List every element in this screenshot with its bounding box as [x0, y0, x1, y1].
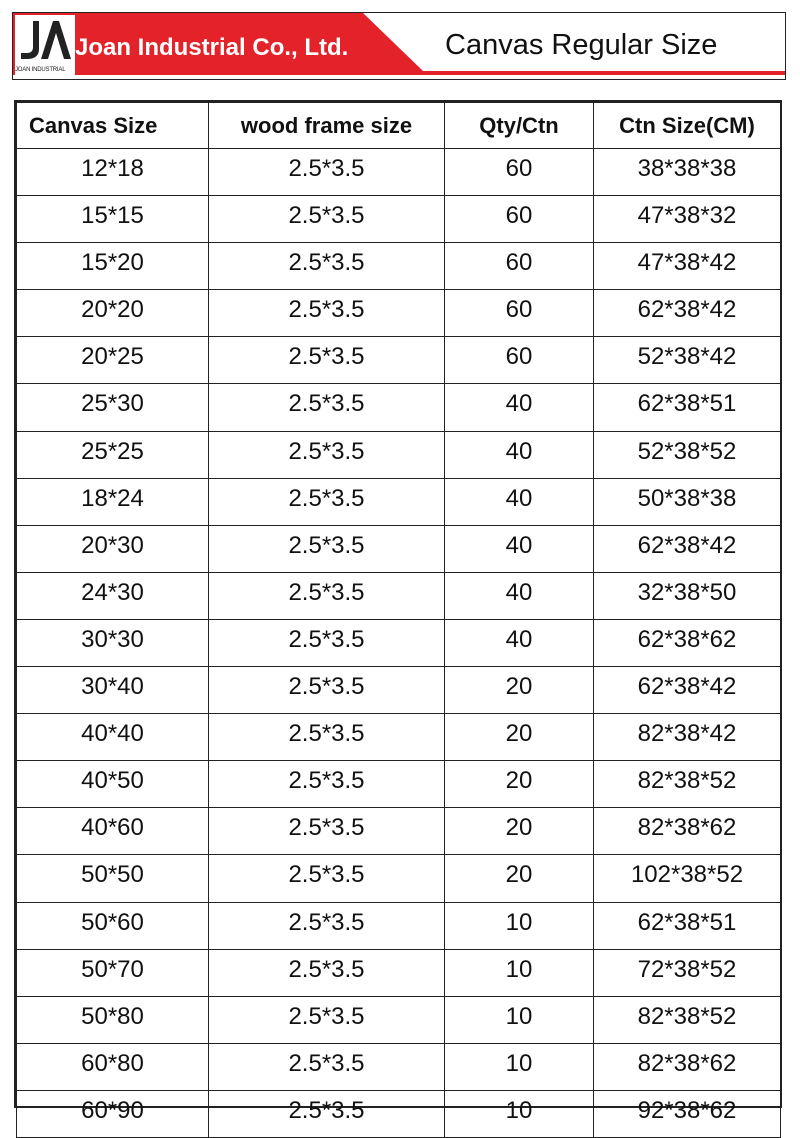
cell-canvas-size: 20*30	[17, 525, 209, 572]
brand-underline	[13, 71, 785, 75]
cell-wood-frame-size: 2.5*3.5	[209, 619, 445, 666]
cell-canvas-size: 50*50	[17, 855, 209, 902]
cell-canvas-size: 50*70	[17, 949, 209, 996]
cell-qty-ctn: 10	[445, 949, 594, 996]
column-header-ctn-size: Ctn Size(CM)	[594, 103, 781, 149]
table-row	[17, 196, 781, 243]
cell-ctn-size: 38*38*38	[594, 149, 781, 196]
column-header-canvas-size: Canvas Size	[17, 103, 209, 149]
cell-canvas-size: 18*24	[17, 478, 209, 525]
cell-canvas-size: 50*60	[17, 902, 209, 949]
cell-wood-frame-size: 2.5*3.5	[209, 667, 445, 714]
cell-ctn-size: 102*38*52	[594, 855, 781, 902]
table-row	[17, 808, 781, 855]
table-row	[17, 1090, 781, 1137]
cell-wood-frame-size: 2.5*3.5	[209, 714, 445, 761]
cell-ctn-size: 92*38*62	[594, 1090, 781, 1137]
table-row	[17, 619, 781, 666]
cell-wood-frame-size: 2.5*3.5	[209, 996, 445, 1043]
cell-wood-frame-size: 2.5*3.5	[209, 761, 445, 808]
cell-qty-ctn: 60	[445, 243, 594, 290]
logo-mark-icon	[19, 19, 71, 61]
cell-qty-ctn: 10	[445, 1090, 594, 1137]
table-row	[17, 714, 781, 761]
cell-canvas-size: 12*18	[17, 149, 209, 196]
cell-qty-ctn: 60	[445, 337, 594, 384]
company-logo	[15, 15, 75, 79]
cell-wood-frame-size: 2.5*3.5	[209, 478, 445, 525]
page-title: Canvas Regular Size	[445, 29, 718, 61]
cell-qty-ctn: 40	[445, 572, 594, 619]
cell-qty-ctn: 20	[445, 761, 594, 808]
cell-canvas-size: 20*20	[17, 290, 209, 337]
cell-ctn-size: 62*38*51	[594, 384, 781, 431]
cell-canvas-size: 60*90	[17, 1090, 209, 1137]
cell-canvas-size: 25*30	[17, 384, 209, 431]
cell-qty-ctn: 20	[445, 855, 594, 902]
cell-ctn-size: 82*38*52	[594, 996, 781, 1043]
cell-wood-frame-size: 2.5*3.5	[209, 525, 445, 572]
cell-canvas-size: 24*30	[17, 572, 209, 619]
table-row	[17, 949, 781, 996]
cell-canvas-size: 40*60	[17, 808, 209, 855]
cell-qty-ctn: 40	[445, 478, 594, 525]
cell-qty-ctn: 60	[445, 196, 594, 243]
cell-wood-frame-size: 2.5*3.5	[209, 808, 445, 855]
cell-ctn-size: 52*38*52	[594, 431, 781, 478]
cell-ctn-size: 32*38*50	[594, 572, 781, 619]
cell-ctn-size: 82*38*42	[594, 714, 781, 761]
table-row	[17, 761, 781, 808]
table-row	[17, 290, 781, 337]
cell-wood-frame-size: 2.5*3.5	[209, 855, 445, 902]
logo-text: JOAN INDUSTRIAL	[15, 67, 66, 73]
cell-canvas-size: 20*25	[17, 337, 209, 384]
cell-ctn-size: 72*38*52	[594, 949, 781, 996]
table-row	[17, 996, 781, 1043]
column-header-wood-frame-size: wood frame size	[209, 103, 445, 149]
cell-ctn-size: 82*38*52	[594, 761, 781, 808]
table-row	[17, 149, 781, 196]
cell-canvas-size: 15*20	[17, 243, 209, 290]
cell-wood-frame-size: 2.5*3.5	[209, 243, 445, 290]
cell-canvas-size: 25*25	[17, 431, 209, 478]
canvas-size-table	[16, 102, 781, 1138]
cell-ctn-size: 62*38*42	[594, 525, 781, 572]
cell-qty-ctn: 20	[445, 714, 594, 761]
cell-wood-frame-size: 2.5*3.5	[209, 1043, 445, 1090]
cell-qty-ctn: 20	[445, 808, 594, 855]
cell-ctn-size: 47*38*42	[594, 243, 781, 290]
cell-canvas-size: 15*15	[17, 196, 209, 243]
cell-ctn-size: 82*38*62	[594, 808, 781, 855]
cell-wood-frame-size: 2.5*3.5	[209, 572, 445, 619]
table-row	[17, 525, 781, 572]
company-name: Joan Industrial Co., Ltd.	[75, 34, 349, 61]
cell-qty-ctn: 40	[445, 619, 594, 666]
cell-canvas-size: 50*80	[17, 996, 209, 1043]
cell-ctn-size: 62*38*42	[594, 290, 781, 337]
table-row	[17, 384, 781, 431]
column-header-qty-ctn: Qty/Ctn	[445, 103, 594, 149]
cell-ctn-size: 47*38*32	[594, 196, 781, 243]
table-header-row	[17, 103, 781, 149]
cell-wood-frame-size: 2.5*3.5	[209, 1090, 445, 1137]
table-row	[17, 478, 781, 525]
cell-canvas-size: 40*50	[17, 761, 209, 808]
cell-ctn-size: 62*38*42	[594, 667, 781, 714]
cell-ctn-size: 52*38*42	[594, 337, 781, 384]
cell-qty-ctn: 20	[445, 667, 594, 714]
cell-ctn-size: 82*38*62	[594, 1043, 781, 1090]
cell-qty-ctn: 10	[445, 1043, 594, 1090]
cell-wood-frame-size: 2.5*3.5	[209, 431, 445, 478]
cell-ctn-size: 50*38*38	[594, 478, 781, 525]
table-row	[17, 431, 781, 478]
table-row	[17, 667, 781, 714]
cell-qty-ctn: 40	[445, 431, 594, 478]
cell-canvas-size: 30*40	[17, 667, 209, 714]
cell-wood-frame-size: 2.5*3.5	[209, 196, 445, 243]
cell-wood-frame-size: 2.5*3.5	[209, 384, 445, 431]
cell-canvas-size: 30*30	[17, 619, 209, 666]
size-table-container	[14, 100, 782, 1124]
cell-wood-frame-size: 2.5*3.5	[209, 290, 445, 337]
cell-qty-ctn: 10	[445, 902, 594, 949]
table-row	[17, 243, 781, 290]
table-row	[17, 337, 781, 384]
cell-qty-ctn: 60	[445, 290, 594, 337]
cell-qty-ctn: 40	[445, 525, 594, 572]
cell-wood-frame-size: 2.5*3.5	[209, 149, 445, 196]
cell-qty-ctn: 60	[445, 149, 594, 196]
cell-wood-frame-size: 2.5*3.5	[209, 902, 445, 949]
cell-wood-frame-size: 2.5*3.5	[209, 337, 445, 384]
cell-qty-ctn: 40	[445, 384, 594, 431]
cell-ctn-size: 62*38*62	[594, 619, 781, 666]
header-banner	[12, 12, 786, 80]
table-row	[17, 855, 781, 902]
cell-canvas-size: 40*40	[17, 714, 209, 761]
cell-canvas-size: 60*80	[17, 1043, 209, 1090]
table-row	[17, 1043, 781, 1090]
table-row	[17, 902, 781, 949]
cell-ctn-size: 62*38*51	[594, 902, 781, 949]
table-row	[17, 572, 781, 619]
cell-qty-ctn: 10	[445, 996, 594, 1043]
cell-wood-frame-size: 2.5*3.5	[209, 949, 445, 996]
